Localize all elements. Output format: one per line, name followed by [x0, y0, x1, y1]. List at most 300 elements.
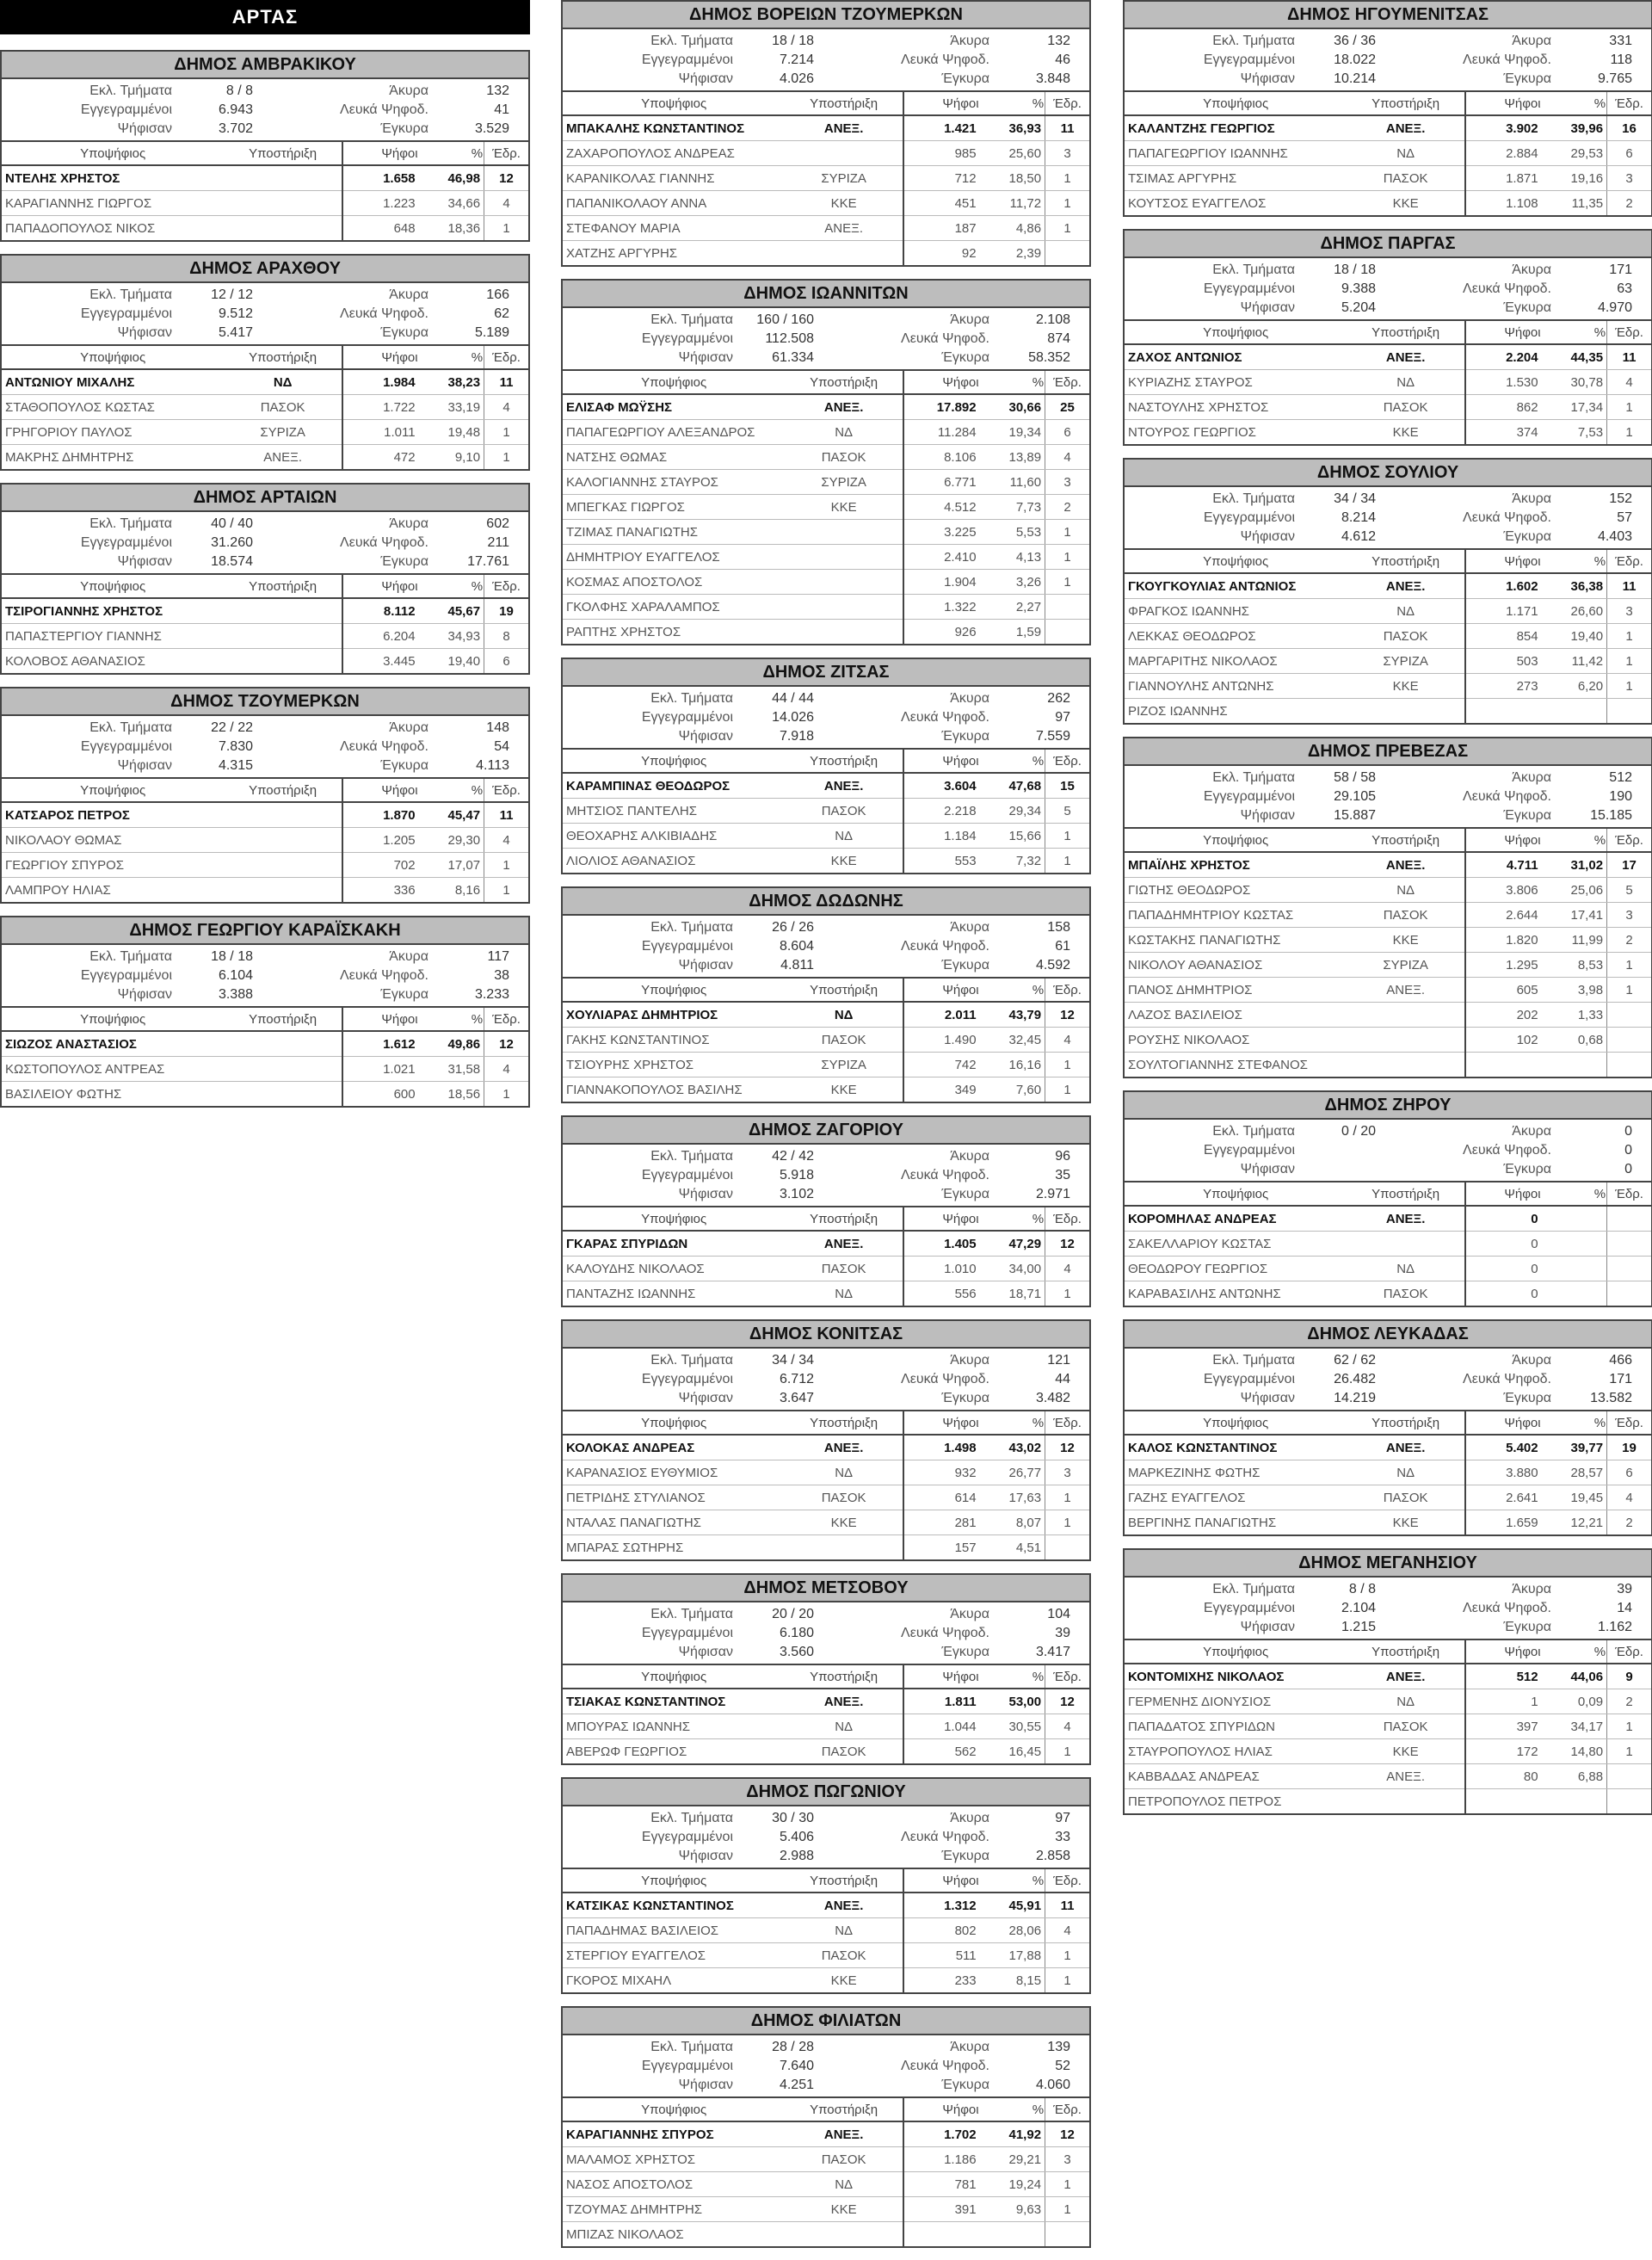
- stat-value: 39: [1617, 1582, 1632, 1596]
- stat-row: [570, 1370, 826, 1389]
- stat-row: [826, 956, 1082, 975]
- cell-name: ΝΑΣΟΣ ΑΠΟΣΤΟΛΟΣ: [563, 2172, 785, 2197]
- stat-row: [1131, 1141, 1388, 1160]
- cell-pct: 25,06: [1542, 878, 1607, 903]
- cell-seats: 1: [1045, 570, 1089, 595]
- column-header-votes: Ψήφοι: [903, 1665, 980, 1689]
- stat-row: [570, 1166, 826, 1185]
- stat-row: [826, 51, 1082, 70]
- table-row: [2, 420, 528, 445]
- stat-row: [1131, 528, 1388, 546]
- cell-name: ΜΑΡΓΑΡΙΤΗΣ ΝΙΚΟΛΑΟΣ: [1125, 649, 1347, 674]
- cell-pct: 43,79: [980, 1002, 1045, 1028]
- cell-votes: 1.870: [342, 802, 419, 828]
- stat-value: 117: [487, 949, 509, 964]
- stat-row: [570, 349, 826, 367]
- cell-seats: 1: [1607, 674, 1651, 699]
- column-header-name: Υποψήφιος: [2, 575, 224, 598]
- column-header-party: Υποστήριξη: [785, 1411, 903, 1435]
- cell-votes: 0: [1465, 1257, 1542, 1281]
- table-row: [1125, 852, 1651, 878]
- table-row: [563, 216, 1089, 241]
- stat-value: 6.943: [218, 102, 253, 117]
- candidates-table: [1125, 321, 1651, 444]
- cell-party: ΑΝΕΞ.: [785, 773, 903, 799]
- cell-name: ΛΙΟΛΙΟΣ ΑΘΑΝΑΣΙΟΣ: [566, 853, 696, 868]
- cell-seats: 3: [1607, 599, 1651, 624]
- stat-label: Εκλ. Τμήματα: [650, 34, 733, 48]
- stat-value: 0: [1624, 1162, 1632, 1176]
- column-header-name: Υποψήφιος: [2, 1008, 224, 1031]
- cell-name: ΚΥΡΙΑΖΗΣ ΣΤΑΥΡΟΣ: [1125, 370, 1347, 395]
- stat-label: Εγγεγραμμένοι: [1203, 1372, 1295, 1386]
- table-row: [1125, 1206, 1651, 1232]
- column-header-party: Υποστήριξη: [785, 371, 903, 394]
- stat-value: 46: [1055, 52, 1070, 67]
- stat-label: Εγγεγραμμένοι: [80, 306, 172, 321]
- cell-name: ΓΚΟΛΦΗΣ ΧΑΡΑΛΑΜΠΟΣ: [563, 595, 785, 620]
- municipality-title: ΔΗΜΟΣ ΤΖΟΥΜΕΡΚΩΝ: [2, 688, 528, 716]
- stat-value: 3.702: [218, 121, 253, 136]
- cell-votes: 932: [903, 1460, 980, 1485]
- cell-votes: 6.771: [903, 470, 980, 495]
- candidates-table: [563, 1665, 1089, 1763]
- stat-label: Ψήφισαν: [678, 1187, 733, 1201]
- column-header-name: Υποψήφιος: [563, 371, 785, 394]
- candidates-table: [1125, 1640, 1651, 1813]
- stat-label: Έγκυρα: [941, 1645, 989, 1659]
- column-header-pct: %: [980, 1411, 1045, 1435]
- stat-value: 97: [1055, 1811, 1070, 1825]
- stat-row: [265, 719, 521, 738]
- cell-party: ΝΔ: [1347, 1460, 1465, 1485]
- stat-value: 26.482: [1334, 1372, 1376, 1386]
- cell-party: ΠΑΣΟΚ: [785, 1028, 903, 1053]
- cell-votes: 1.184: [903, 824, 980, 849]
- column-header-seats: Έδρ.: [1607, 1182, 1651, 1206]
- cell-name: ΝΤΟΥΡΟΣ ΓΕΩΡΓΙΟΣ: [1128, 424, 1256, 440]
- cell-votes: 712: [903, 166, 980, 191]
- cell-votes: 926: [903, 620, 980, 645]
- table-row: [563, 2121, 1089, 2147]
- cell-party: ΠΑΣΟΚ: [1383, 1286, 1428, 1301]
- stat-label: Λευκά Ψηφοδ.: [340, 306, 428, 321]
- stat-value: 104: [1047, 1607, 1070, 1621]
- stat-row: [9, 305, 265, 324]
- column-header-votes: Ψήφοι: [1465, 1640, 1542, 1664]
- stat-row: [1388, 261, 1644, 280]
- stats-panel: [563, 1602, 1089, 1665]
- stat-value: 9.388: [1341, 281, 1376, 296]
- stats-panel: [2, 79, 528, 142]
- stat-value: 34 / 34: [772, 1353, 814, 1368]
- candidates-table: [1125, 829, 1651, 1077]
- table-row: [1125, 1053, 1651, 1078]
- cell-name: ΚΑΡΑΝΑΣΙΟΣ ΕΥΘΥΜΙΟΣ: [563, 1460, 785, 1485]
- stat-value: 1.162: [1597, 1620, 1632, 1634]
- stat-row: [1131, 261, 1388, 280]
- municipality-block: [561, 2006, 1091, 2248]
- cell-party: [785, 620, 903, 645]
- cell-votes: 1.658: [342, 165, 419, 191]
- cell-name: ΤΖΙΜΑΣ ΠΑΝΑΓΙΩΤΗΣ: [563, 520, 785, 545]
- cell-votes: 553: [903, 849, 980, 874]
- cell-seats: 1: [1045, 1739, 1089, 1764]
- cell-pct: 29,53: [1542, 141, 1607, 166]
- stat-row: [9, 948, 265, 966]
- stat-row: [570, 2038, 826, 2057]
- cell-party: ΣΥΡΙΖΑ: [785, 1053, 903, 1078]
- cell-party: ΣΥΡΙΖΑ: [785, 166, 903, 191]
- cell-seats: [1607, 1764, 1651, 1789]
- stat-value: 602: [486, 516, 509, 531]
- cell-seats: 1: [1045, 1053, 1089, 1078]
- cell-party: ΑΝΕΞ.: [1347, 1664, 1465, 1689]
- stat-label: Λευκά Ψηφοδ.: [1463, 789, 1551, 804]
- stat-label: Εγγεγραμμένοι: [641, 939, 733, 954]
- region-header: ΑΡΤΑΣ: [0, 0, 530, 34]
- stat-value: 2.988: [779, 1849, 814, 1863]
- table-row: [563, 520, 1089, 545]
- cell-seats: 1: [1045, 216, 1089, 241]
- cell-seats: 1: [1045, 1968, 1089, 1993]
- stat-label: Εγγεγραμμένοι: [641, 1372, 733, 1386]
- column-header-seats: Έδρ.: [1607, 829, 1651, 852]
- cell-pct: 0,68: [1542, 1028, 1607, 1053]
- cell-seats: 4: [1607, 370, 1651, 395]
- table-row: [563, 799, 1089, 824]
- stat-value: 3.233: [474, 987, 509, 1002]
- column-header-seats: Έδρ.: [1045, 979, 1089, 1002]
- table-row: [563, 1231, 1089, 1257]
- cell-seats: 4: [1045, 1918, 1089, 1943]
- cell-votes: 336: [342, 878, 419, 903]
- stat-value: 4.251: [779, 2078, 814, 2092]
- stat-label: Ψήφισαν: [117, 554, 172, 569]
- stat-row: [570, 1147, 826, 1166]
- cell-pct: 36,38: [1542, 573, 1607, 599]
- cell-party: [1347, 1232, 1465, 1257]
- stat-label: Ψήφισαν: [678, 2078, 733, 2092]
- stat-row: [826, 1847, 1082, 1866]
- candidates-table: [2, 779, 528, 902]
- stat-row: [9, 101, 265, 120]
- stat-value: 2.971: [1035, 1187, 1070, 1201]
- cell-name: ΝΤΕΛΗΣ ΧΡΗΣΤΟΣ: [2, 165, 224, 191]
- table-row: [1125, 878, 1651, 903]
- column-header-party: Υποστήριξη: [785, 1665, 903, 1689]
- cell-party: ΝΔ: [785, 1460, 903, 1485]
- column-header-pct: %: [1542, 1411, 1607, 1435]
- cell-party: [785, 141, 903, 166]
- stat-row: [1388, 32, 1644, 51]
- table-row: [1125, 978, 1651, 1003]
- stat-value: [1307, 1160, 1388, 1179]
- cell-name: ΓΚΟΡΟΣ ΜΙΧΑΗΛ: [566, 1973, 672, 1988]
- stat-row: [9, 966, 265, 985]
- column-header-name: Υποψήφιος: [2, 142, 224, 165]
- cell-votes: 1.171: [1465, 599, 1542, 624]
- cell-votes: 472: [342, 445, 419, 470]
- stat-value: 148: [486, 720, 509, 735]
- cell-party: [785, 241, 903, 266]
- municipality-title: ΔΗΜΟΣ ΖΙΤΣΑΣ: [563, 659, 1089, 687]
- cell-votes: 1.312: [903, 1893, 980, 1918]
- stat-value: 2.108: [1035, 312, 1070, 327]
- cell-party: ΑΝΕΞ.: [263, 449, 302, 465]
- stat-value: 211: [487, 535, 509, 550]
- table-row: [563, 1485, 1089, 1510]
- cell-name: ΑΝΤΩΝΙΟΥ ΜΙΧΑΛΗΣ: [2, 369, 224, 395]
- stat-row: [265, 305, 521, 324]
- cell-party: ΑΝΕΞ.: [1347, 573, 1465, 599]
- cell-pct: [1542, 1789, 1607, 1814]
- cell-name: ΣΟΥΛΤΟΓΙΑΝΝΗΣ ΣΤΕΦΑΝΟΣ: [1128, 1057, 1308, 1072]
- cell-votes: 781: [903, 2172, 980, 2197]
- column-header-votes: Ψήφοι: [1465, 92, 1542, 115]
- cell-votes: 1.205: [342, 828, 419, 853]
- table-row: [563, 2172, 1089, 2197]
- table-row: [2, 802, 528, 828]
- stat-value: 58 / 58: [1334, 770, 1376, 785]
- stat-value: 132: [1047, 34, 1070, 48]
- stat-row: [570, 1624, 826, 1643]
- cell-name: ΜΑΚΡΗΣ ΔΗΜΗΤΡΗΣ: [5, 449, 134, 465]
- stat-label: Ψήφισαν: [678, 1849, 733, 1863]
- stat-row: [570, 689, 826, 708]
- stat-label: Εκλ. Τμήματα: [650, 312, 733, 327]
- column-header-pct: %: [1542, 1182, 1607, 1206]
- cell-votes: 1.702: [903, 2121, 980, 2147]
- table-row: [563, 620, 1089, 645]
- stat-row: [570, 1605, 826, 1624]
- municipality-title: ΔΗΜΟΣ ΓΕΩΡΓΙΟΥ ΚΑΡΑΪΣΚΑΚΗ: [2, 917, 528, 945]
- stat-value: 5.189: [474, 325, 509, 340]
- stat-label: Εγγεγραμμένοι: [1203, 1601, 1295, 1615]
- stat-row: [265, 534, 521, 553]
- stat-value: 6.180: [779, 1626, 814, 1640]
- stat-label: Ψήφισαν: [1240, 1391, 1295, 1405]
- cell-name: ΚΟΥΤΣΟΣ ΕΥΑΓΓΕΛΟΣ: [1128, 195, 1267, 211]
- stat-row: [1131, 806, 1388, 825]
- municipality-block: [0, 483, 530, 675]
- cell-seats: 2: [1607, 1689, 1651, 1714]
- stat-row: [826, 1370, 1082, 1389]
- cell-party: [224, 802, 342, 828]
- column-header-seats: Έδρ.: [1045, 1411, 1089, 1435]
- column-header-pct: %: [419, 1008, 484, 1031]
- cell-party: ΑΝΕΞ.: [785, 394, 903, 420]
- stat-label: Λευκά Ψηφοδ.: [1463, 281, 1551, 296]
- cell-name: ΘΕΟΧΑΡΗΣ ΑΛΚΙΒΙΑΔΗΣ: [563, 824, 785, 849]
- column-header-votes: Ψήφοι: [1465, 321, 1542, 344]
- stats-panel: [563, 1806, 1089, 1869]
- stat-row: [1131, 51, 1388, 70]
- stat-label: Άκυρα: [1512, 1124, 1551, 1139]
- stat-label: Εκλ. Τμήματα: [1212, 1124, 1295, 1139]
- stat-label: Εκλ. Τμήματα: [1212, 1582, 1295, 1596]
- cell-pct: 34,17: [1542, 1714, 1607, 1739]
- cell-pct: 39,96: [1542, 115, 1607, 141]
- column-middle: [561, 0, 1091, 2260]
- table-row: [563, 2197, 1089, 2222]
- cell-pct: 41,92: [980, 2121, 1045, 2147]
- cell-party: ΑΝΕΞ.: [1347, 115, 1465, 141]
- column-header-pct: %: [419, 575, 484, 598]
- stat-value: 8 / 8: [225, 83, 253, 98]
- cell-pct: 5,53: [980, 520, 1045, 545]
- table-row: [1125, 624, 1651, 649]
- stat-label: Ψήφισαν: [1240, 1620, 1295, 1634]
- cell-votes: 202: [1465, 1003, 1542, 1028]
- cell-seats: 11: [484, 802, 528, 828]
- stat-label: Λευκά Ψηφοδ.: [1463, 1143, 1551, 1158]
- stat-row: [570, 1847, 826, 1866]
- column-header-name: Υποψήφιος: [563, 1411, 785, 1435]
- column-header-votes: Ψήφοι: [342, 346, 419, 369]
- cell-pct: 11,42: [1542, 649, 1607, 674]
- table-row: [1125, 649, 1651, 674]
- stat-row: [1131, 490, 1388, 509]
- stat-label: Λευκά Ψηφοδ.: [340, 535, 428, 550]
- stat-value: 9.765: [1597, 71, 1632, 86]
- stat-value: 15.185: [1590, 808, 1632, 823]
- stat-value: 4.315: [218, 758, 253, 773]
- column-header-name: Υποψήφιος: [563, 1665, 785, 1689]
- cell-seats: [1607, 1281, 1651, 1306]
- stat-row: [1388, 299, 1644, 318]
- cell-seats: 1: [1607, 395, 1651, 420]
- table-row: [563, 773, 1089, 799]
- cell-pct: 3,26: [980, 570, 1045, 595]
- cell-pct: [1542, 699, 1607, 724]
- stat-row: [570, 727, 826, 746]
- stat-row: [826, 330, 1082, 349]
- table-row: [563, 2222, 1089, 2247]
- cell-pct: 11,99: [1542, 928, 1607, 953]
- cell-party: ΚΚΕ: [785, 495, 903, 520]
- stat-row: [570, 2076, 826, 2095]
- table-row: [1125, 1510, 1651, 1535]
- cell-name: ΠΑΠΑΔΗΜΗΤΡΙΟΥ ΚΩΣΤΑΣ: [1125, 903, 1347, 928]
- cell-seats: 1: [1045, 849, 1089, 874]
- cell-pct: [1542, 1281, 1607, 1306]
- table-row: [563, 445, 1089, 470]
- stat-label: Άκυρα: [1512, 491, 1551, 506]
- table-row: [563, 1460, 1089, 1485]
- stat-label: Έγκυρα: [941, 1187, 989, 1201]
- stat-row: [570, 70, 826, 89]
- cell-party: ΠΑΣΟΚ: [1347, 1714, 1465, 1739]
- stat-value: 8.604: [779, 939, 814, 954]
- cell-votes: 1.322: [903, 595, 980, 620]
- cell-votes: 233: [903, 1968, 980, 1993]
- cell-seats: 8: [484, 624, 528, 649]
- cell-name: ΠΑΠΑΓΕΩΡΓΙΟΥ ΙΩΑΝΝΗΣ: [1125, 141, 1347, 166]
- cell-votes: 1.871: [1465, 166, 1542, 191]
- cell-votes: 80: [1465, 1764, 1542, 1789]
- column-header-votes: Ψήφοι: [903, 2098, 980, 2121]
- stat-row: [570, 937, 826, 956]
- cell-pct: 6,20: [1542, 674, 1607, 699]
- stat-value: 15.887: [1334, 808, 1376, 823]
- cell-seats: 1: [1045, 545, 1089, 570]
- stat-row: [265, 82, 521, 101]
- table-row: [563, 166, 1089, 191]
- stat-value: 7.559: [1035, 729, 1070, 744]
- cell-votes: 102: [1465, 1028, 1542, 1053]
- cell-party: ΠΑΣΟΚ: [1347, 1485, 1465, 1510]
- municipality-block: [561, 1777, 1091, 1994]
- cell-pct: 11,35: [1571, 195, 1604, 211]
- column-header-votes: Ψήφοι: [903, 1869, 980, 1893]
- cell-name: ΖΑΧΑΡΟΠΟΥΛΟΣ ΑΝΔΡΕΑΣ: [563, 141, 785, 166]
- stat-label: Έγκυρα: [380, 554, 428, 569]
- column-header-seats: Έδρ.: [1045, 1665, 1089, 1689]
- cell-pct: 44,35: [1542, 344, 1607, 370]
- cell-name: ΠΑΠΑΔΟΠΟΥΛΟΣ ΝΙΚΟΣ: [5, 220, 156, 236]
- column-header-pct: %: [980, 371, 1045, 394]
- table-row: [563, 1535, 1089, 1560]
- cell-votes: 985: [903, 141, 980, 166]
- cell-party: ΣΥΡΙΖΑ: [785, 470, 903, 495]
- cell-name: ΤΣΙΡΟΓΙΑΝΝΗΣ ΧΡΗΣΤΟΣ: [2, 598, 224, 624]
- cell-name: ΓΙΩΤΗΣ ΘΕΟΔΩΡΟΣ: [1125, 878, 1347, 903]
- municipality-title: ΔΗΜΟΣ ΔΩΔΩΝΗΣ: [563, 888, 1089, 916]
- cell-votes: 511: [903, 1943, 980, 1968]
- cell-party: ΚΚΕ: [785, 2197, 903, 2222]
- table-row: [2, 1031, 528, 1057]
- cell-seats: [1607, 1053, 1651, 1078]
- column-header-party: Υποστήριξη: [224, 779, 342, 802]
- cell-votes: 1.602: [1465, 573, 1542, 599]
- table-row: [563, 1510, 1089, 1535]
- stat-label: Άκυρα: [950, 691, 989, 706]
- stat-row: [265, 966, 521, 985]
- cell-pct: 19,48: [419, 420, 484, 445]
- stat-value: [1307, 1141, 1388, 1160]
- table-row: [563, 1893, 1089, 1918]
- cell-votes: 6.204: [342, 624, 419, 649]
- stats-panel: [563, 2035, 1089, 2098]
- stat-row: [570, 1389, 826, 1408]
- table-row: [1125, 1714, 1651, 1739]
- cell-party: ΠΑΣΟΚ: [224, 395, 342, 420]
- stat-value: 52: [1055, 2059, 1070, 2073]
- cell-pct: 7,32: [1015, 853, 1042, 868]
- cell-votes: 1.421: [903, 115, 980, 141]
- table-row: [563, 141, 1089, 166]
- stat-value: 13.582: [1590, 1391, 1632, 1405]
- cell-party: ΚΚΕ: [785, 191, 903, 216]
- municipality-block: [1123, 737, 1652, 1078]
- municipality-title: ΔΗΜΟΣ ΣΟΥΛΙΟΥ: [1125, 460, 1651, 487]
- cell-party: ΠΑΣΟΚ: [1347, 624, 1465, 649]
- cell-name: ΛΑΜΠΡΟΥ ΗΛΙΑΣ: [5, 882, 111, 898]
- table-row: [1125, 344, 1651, 370]
- cell-party: ΚΚΕ: [1347, 1739, 1465, 1764]
- stat-row: [1388, 1351, 1644, 1370]
- cell-pct: 2,39: [1015, 245, 1042, 261]
- municipality-title: ΔΗΜΟΣ ΚΟΝΙΤΣΑΣ: [563, 1321, 1089, 1349]
- column-header-name: Υποψήφιος: [563, 1207, 785, 1231]
- table-row: [1125, 1485, 1651, 1510]
- stat-label: Λευκά Ψηφοδ.: [340, 739, 428, 754]
- table-row: [1125, 599, 1651, 624]
- stat-row: [265, 738, 521, 756]
- stat-row: [570, 1828, 826, 1847]
- cell-votes: 1.490: [903, 1028, 980, 1053]
